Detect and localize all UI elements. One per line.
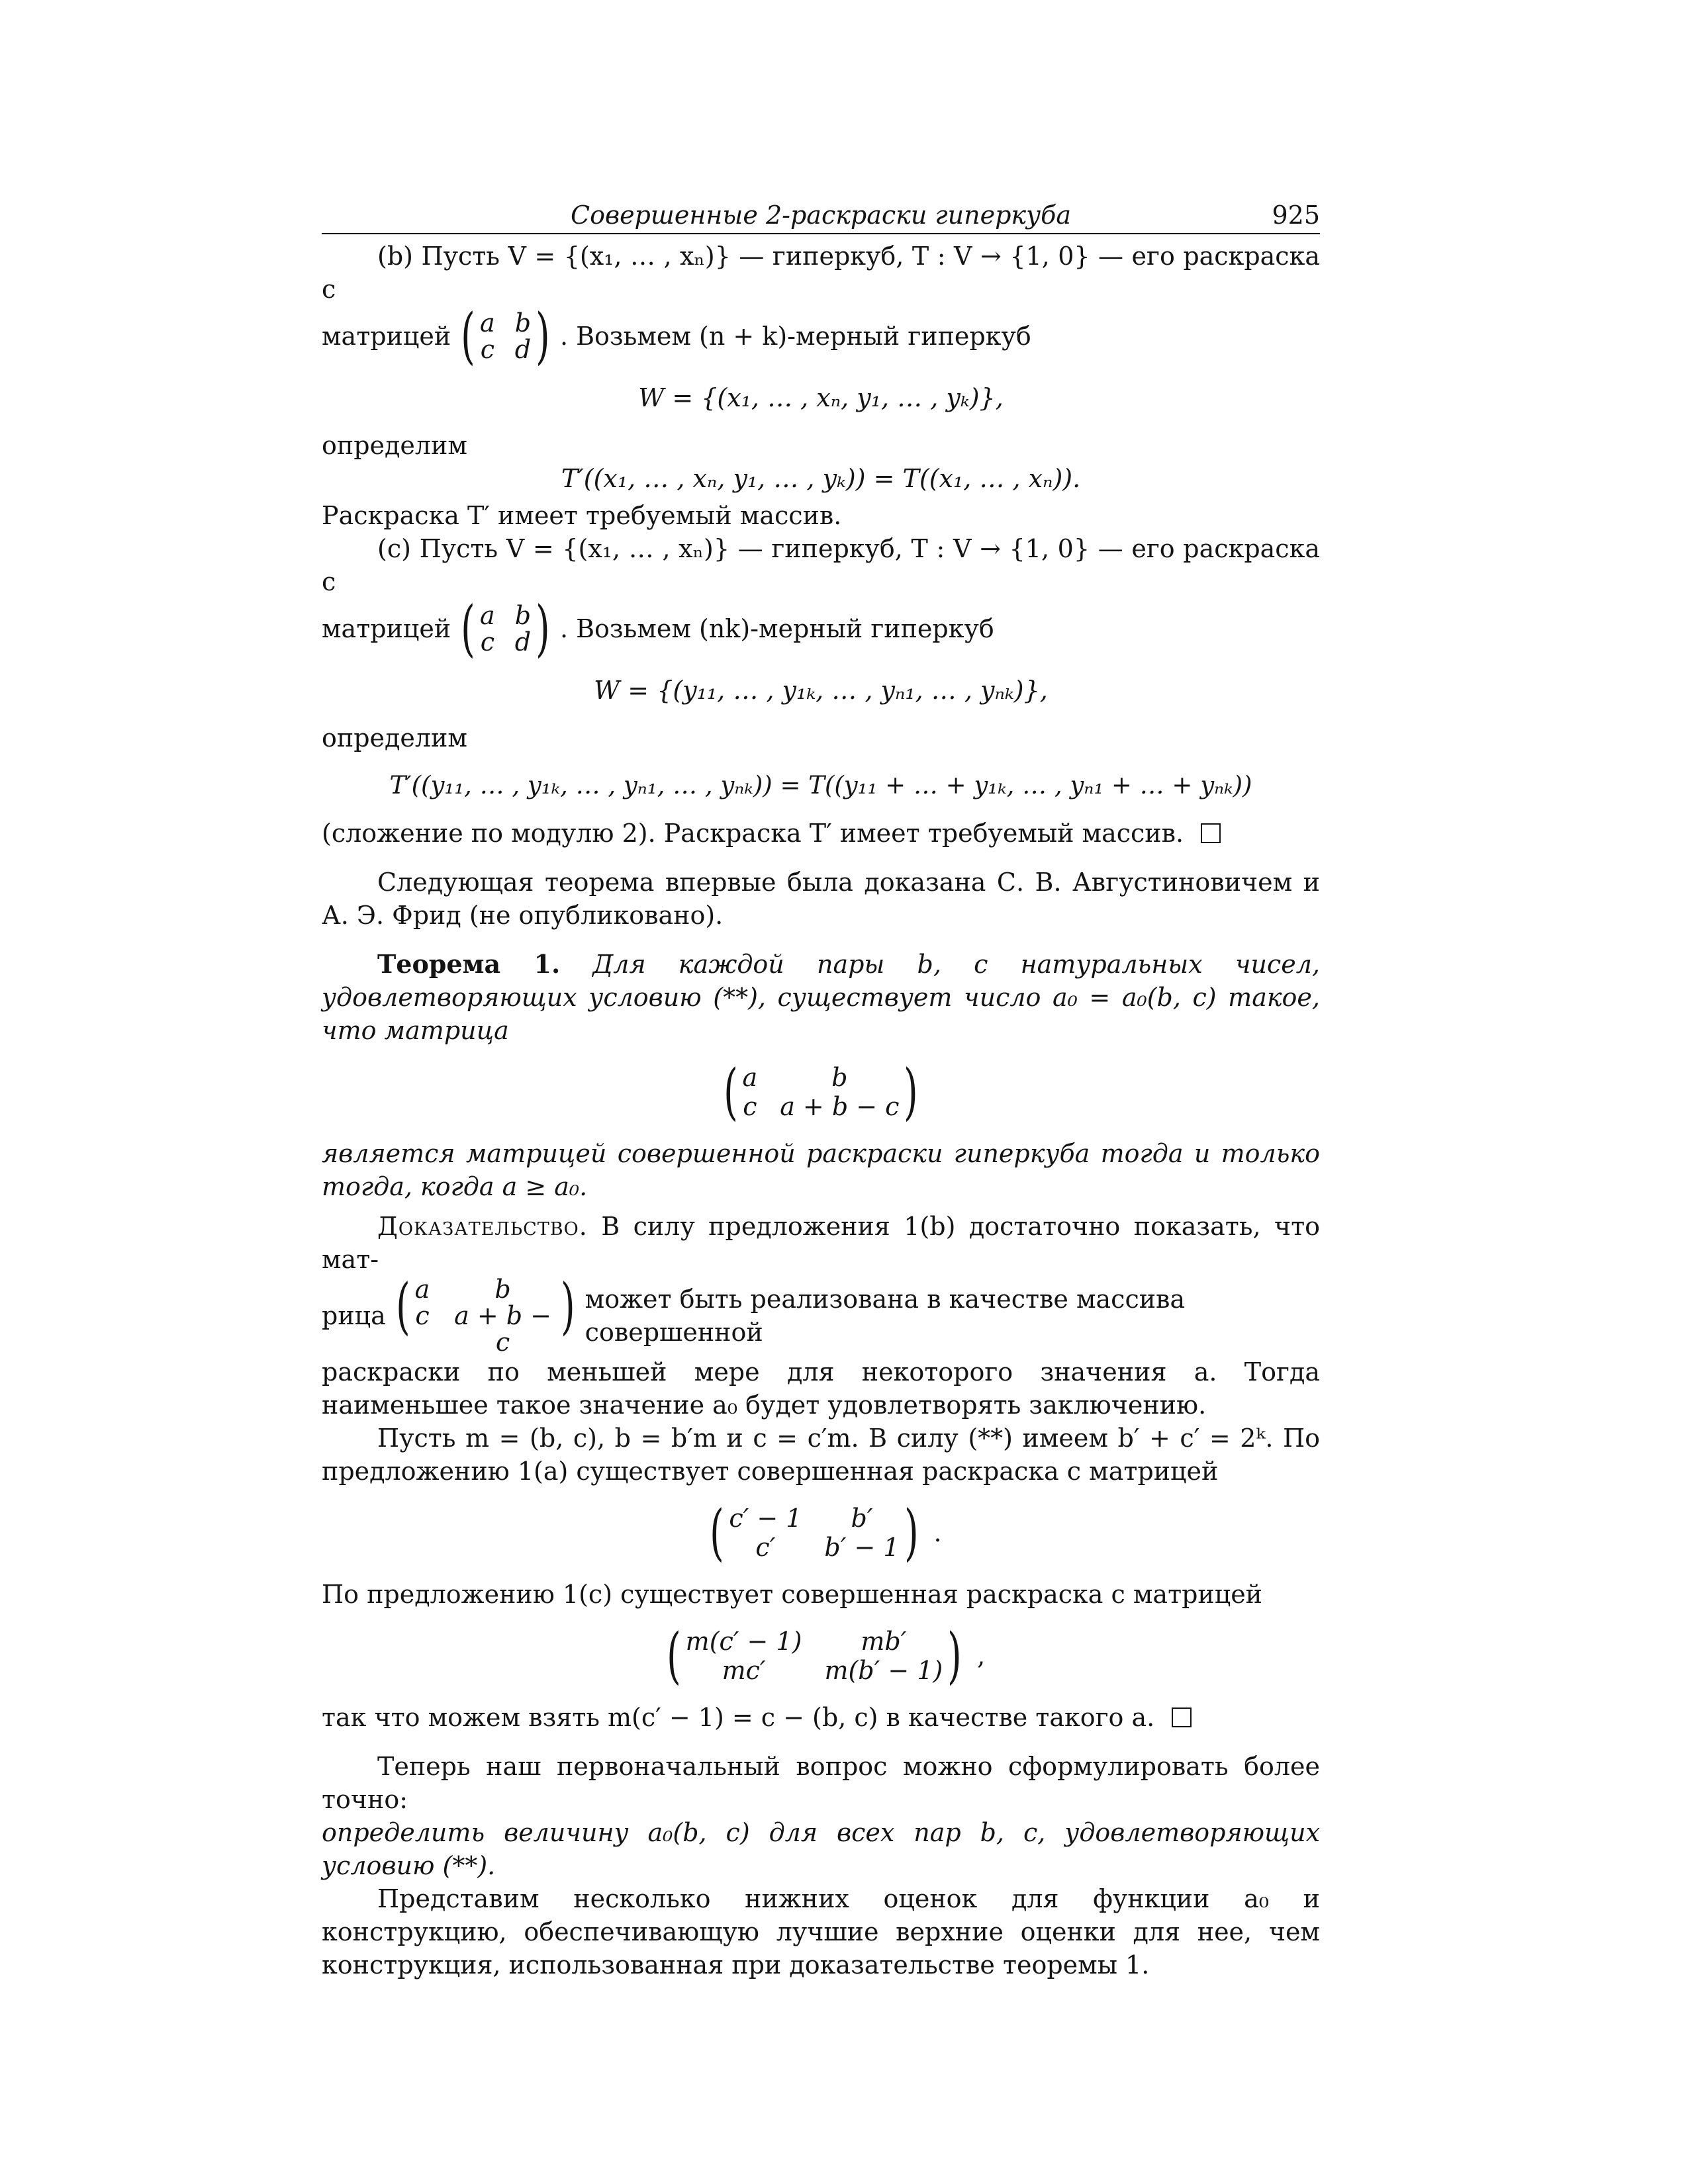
matrix-cell: c′ − 1: [729, 1504, 802, 1533]
part-b-matrix-prefix: матрицей: [322, 322, 451, 351]
matrix-cell: mb′: [861, 1627, 907, 1656]
matrix-cell: a: [480, 601, 495, 630]
matrix-cell: a: [742, 1063, 758, 1092]
matrix-cell: d: [514, 627, 532, 657]
matrix-mc: [662, 1620, 966, 1691]
proof-matrix-suffix: может быть реализована в качестве массива совершенной: [585, 1285, 1186, 1347]
part-b-matrix-suffix: . Возьмем (n + k)-мерный гиперкуб: [559, 322, 1031, 351]
define-label-1: определим: [322, 431, 467, 460]
part-c-matrix-line: [322, 593, 1320, 664]
matrix-abcd-b: [456, 300, 555, 371]
proof-line3: раскраски по меньшей мере для некоторого значения a. Тогда наименьшее такое значение a₀ будет удовлетворять заключению.: [322, 1357, 1320, 1420]
page: [322, 199, 1320, 1981]
present-paragraph: Представим несколько нижних оценок для функции a₀ и конструкцию, обеспечивающую лучшие верхние оценки для нее, чем конструкция, использованная при доказательстве теоремы 1.: [322, 1884, 1320, 1979]
page-number: 925: [1272, 201, 1320, 230]
part-c-conclusion: [322, 817, 1320, 850]
matrix-cell: c: [480, 627, 495, 657]
determine-line: [322, 1816, 1320, 1882]
theorem-text: Для каждой пары b, c натуральных чисел, удовлетворяющих условию (**), существует число a₀ = a₀(b, c) такое, что матрица: [322, 950, 1320, 1045]
left-paren-icon: (: [710, 1497, 725, 1568]
equation-t2: T′((y₁₁, … , y₁ₖ, … , yₙ₁, … , yₙₖ)) = T((y₁₁ + … + y₁ₖ, … , yₙ₁ + … + yₙₖ)): [389, 771, 1252, 799]
matrix-c1-period: .: [933, 1518, 942, 1547]
matrix-cell: d: [514, 335, 532, 364]
running-title: Совершенные 2-раскраски гиперкуба: [571, 201, 1071, 230]
right-paren-icon: ): [947, 1620, 962, 1691]
equation-w1: W = {(x₁, … , xₙ, y₁, … , yₖ)},: [638, 383, 1004, 412]
now-question-line: Теперь наш первоначальный вопрос можно сформулировать более точно:: [322, 1752, 1320, 1814]
part-c-conclusion-text: (сложение по модулю 2). Раскраска T′ имеет требуемый массив.: [322, 819, 1184, 848]
left-paren-icon: (: [395, 1271, 410, 1342]
part-b-line1: (b) Пусть V = {(x₁, … , xₙ)} — гиперкуб, T : V → {1, 0} — его раскраска с: [322, 242, 1320, 304]
proof-line1-text: В силу предложения 1(b) достаточно показать, что мат-: [322, 1212, 1320, 1274]
matrix-cell: b′ − 1: [824, 1533, 900, 1562]
part-c-line1: (c) Пусть V = {(x₁, … , xₙ)} — гиперкуб, T : V → {1, 0} — его раскраска с: [322, 534, 1320, 596]
matrix-abcd-c: [456, 593, 555, 664]
theorem-label: Теорема 1.: [377, 949, 561, 979]
proof-matrix-prefix: рица: [322, 1301, 386, 1330]
qed-icon: [1201, 823, 1221, 843]
left-paren-icon: (: [723, 1056, 738, 1127]
left-paren-icon: (: [666, 1620, 681, 1691]
matrix-cell: a + b − c: [780, 1092, 900, 1121]
matrix-cell: c: [415, 1301, 430, 1330]
next-theorem-paragraph: Следующая теорема впервые была доказана С. В. Августиновичем и А. Э. Фрид (не опубликовано).: [322, 868, 1320, 930]
right-paren-icon: ): [560, 1271, 575, 1342]
theorem-1: [322, 948, 1320, 1047]
matrix-cell: mc′: [722, 1656, 766, 1685]
matrix-mc-block: [322, 1620, 1320, 1691]
matrix-cell: b′: [851, 1504, 873, 1533]
matrix-cell: a: [480, 308, 495, 338]
equation-t1: T′((x₁, … , xₙ, y₁, … , yₖ)) = T((x₁, … , xₙ)).: [561, 464, 1081, 493]
matrix-cell: c: [480, 335, 495, 364]
prop-1c-sentence: По предложению 1(c) существует совершенная раскраска с матрицей: [322, 1580, 1263, 1609]
so-take-sentence: [322, 1701, 1320, 1734]
matrix-cell: c′: [755, 1533, 776, 1562]
matrix-cell: a: [414, 1275, 430, 1304]
matrix-c1: [705, 1497, 923, 1568]
proof-label: Доказательство.: [377, 1212, 588, 1241]
matrix-c1-block: [322, 1497, 1320, 1568]
let-m-paragraph: Пусть m = (b, c), b = b′m и c = c′m. В силу (**) имеем b′ + c′ = 2ᵏ. По предложению 1(a) существует совершенная раскраска с матрицей: [322, 1424, 1320, 1486]
matrix-cell: c: [743, 1092, 757, 1121]
matrix-cell: b: [514, 308, 532, 338]
right-paren-icon: ): [536, 593, 550, 664]
matrix-cell: b: [514, 601, 532, 630]
left-paren-icon: (: [461, 593, 475, 664]
part-b-conclusion: Раскраска T′ имеет требуемый массив.: [322, 501, 842, 530]
part-c-matrix-suffix: . Возьмем (nk)-мерный гиперкуб: [559, 614, 994, 643]
left-paren-icon: (: [461, 300, 475, 371]
running-header: [322, 199, 1320, 234]
so-take-text: так что можем взять m(c′ − 1) = c − (b, c) в качестве такого a.: [322, 1703, 1155, 1732]
equation-w2: W = {(y₁₁, … , y₁ₖ, … , yₙ₁, … , yₙₖ)},: [594, 676, 1048, 705]
matrix-mc-comma: ,: [977, 1641, 986, 1670]
define-label-2: определим: [322, 723, 467, 752]
qed-icon: [1172, 1707, 1192, 1727]
matrix-proof: [391, 1271, 580, 1357]
page-body: [322, 240, 1320, 1981]
right-paren-icon: ): [904, 1056, 919, 1127]
matrix-cell: a + b − c: [454, 1301, 551, 1357]
right-paren-icon: ): [904, 1497, 919, 1568]
matrix-cell: b: [494, 1275, 511, 1304]
proof-matrix-line: [322, 1271, 1320, 1357]
part-c-matrix-prefix: матрицей: [322, 614, 451, 643]
determine-text: определить величину a₀(b, c) для всех пар b, c, удовлетворяющих условию (**).: [322, 1818, 1320, 1880]
matrix-theorem: [719, 1056, 923, 1127]
matrix-cell: b: [831, 1063, 848, 1092]
part-b-matrix-line: [322, 300, 1320, 371]
matrix-cell: m(b′ − 1): [824, 1656, 943, 1685]
matrix-cell: m(c′ − 1): [685, 1627, 802, 1656]
theorem-tail: [322, 1137, 1320, 1203]
right-paren-icon: ): [536, 300, 550, 371]
theorem-matrix-block: [322, 1056, 1320, 1127]
theorem-tail-text: является матрицей совершенной раскраски гиперкуба тогда и только тогда, когда a ≥ a₀.: [322, 1139, 1320, 1201]
proof-line1: [322, 1210, 1320, 1276]
